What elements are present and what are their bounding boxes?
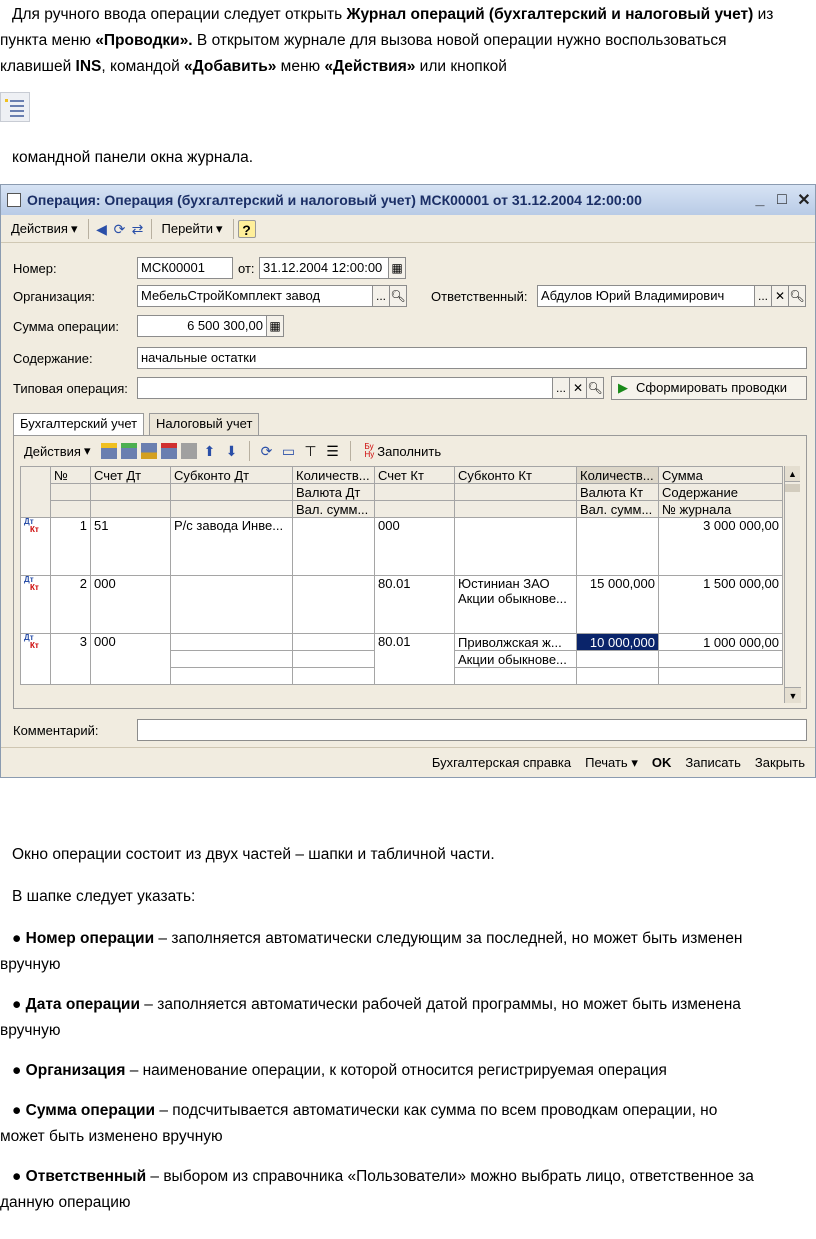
intro-line-1: Для ручного ввода операции следует открыть Журнал операций (бухгалтерский и налоговый учет) из	[12, 6, 774, 23]
eraser-icon[interactable]: ▭	[281, 443, 296, 459]
dtkt-label-dt: Дт	[24, 633, 34, 642]
responsible-field[interactable]: Абдулов Юрий Владимирович	[537, 285, 755, 307]
add-row-icon[interactable]	[101, 443, 117, 459]
table-header-cell[interactable]: Субконто Дт	[171, 467, 293, 484]
table-header-row	[21, 501, 783, 518]
cell-acc-dt[interactable]: 000	[91, 634, 171, 685]
copy-row-icon[interactable]	[121, 443, 137, 459]
document-link-icon[interactable]: ⇄	[131, 220, 144, 237]
chevron-down-icon: ▾	[216, 220, 223, 236]
intro-line-4: командной панели окна журнала.	[12, 149, 254, 166]
intro-line-2: пункта меню «Проводки». В открытом журнале для вызова новой операции нужно воспользоваться	[0, 32, 727, 49]
table-header-cell[interactable]: Субконто Кт	[455, 467, 577, 484]
table-header-cell[interactable]: Количеств...	[577, 467, 659, 484]
dtkt-label-kt: Кт	[30, 525, 39, 534]
edit-row-icon[interactable]	[141, 443, 157, 459]
list-item-line: ● Дата операции – заполняется автоматически рабочей датой программы, но может быть изменена	[12, 996, 741, 1013]
table-header-cell	[375, 484, 455, 501]
toolbar-separator	[350, 441, 351, 461]
organization-label: Организация:	[13, 289, 96, 304]
table-header-cell[interactable]: Количеств...	[293, 467, 375, 484]
generate-entries-label: Сформировать проводки	[636, 380, 787, 395]
dtkt-label-dt: Дт	[24, 575, 34, 584]
dtkt-label-dt: Дт	[24, 517, 34, 526]
table-header-cell	[171, 501, 293, 518]
typical-operation-field[interactable]	[137, 377, 553, 399]
list-item-line: ● Сумма операции – подсчитывается автоматически как сумма по всем проводкам операции, но	[12, 1102, 718, 1119]
operation-window	[0, 184, 816, 778]
chevron-down-icon: ▾	[631, 754, 638, 770]
list-item	[0, 992, 816, 1044]
chevron-down-icon: ▾	[83, 443, 91, 458]
clear-icon[interactable]: ✕	[569, 377, 587, 399]
help-icon[interactable]: ?	[238, 220, 256, 238]
table-header-cell[interactable]: Счет Дт	[91, 467, 171, 484]
body-text	[0, 842, 816, 1216]
goto-menu-label: Перейти	[161, 221, 214, 236]
actions-menu-button[interactable]	[5, 219, 84, 239]
typical-select-button[interactable]: ...	[552, 377, 570, 399]
scroll-up-icon[interactable]: ▲	[785, 466, 800, 482]
cell-qty-dt[interactable]	[293, 576, 375, 634]
cell-sub-kt[interactable]: Приволжская ж...	[455, 634, 577, 651]
table-header-cell	[91, 501, 171, 518]
cell-content[interactable]	[659, 651, 783, 668]
fill-button[interactable]	[359, 441, 448, 461]
list-item-cont: вручную	[0, 956, 61, 973]
cell-acc-kt[interactable]: 80.01	[375, 634, 455, 685]
generate-entries-button[interactable]	[611, 376, 807, 400]
date-field[interactable]: 31.12.2004 12:00:00	[259, 257, 389, 279]
list-item-line: ● Ответственный – выбором из справочника «Пользователи» можно выбрать лицо, ответственное за	[12, 1168, 754, 1185]
clear-icon[interactable]: ✕	[771, 285, 789, 307]
table-header-cell[interactable]: Валюта Кт	[577, 484, 659, 501]
list-item-line: ● Номер операции – заполняется автоматически следующим за последней, но может быть изменен	[12, 930, 743, 947]
cell-acc-kt[interactable]: 000	[375, 518, 455, 576]
intro-text-cont	[0, 145, 816, 171]
cell-qty-kt[interactable]	[577, 651, 659, 668]
table-header-cell	[51, 501, 91, 518]
scroll-down-icon[interactable]: ▼	[785, 687, 801, 703]
organization-field[interactable]: МебельСтройКомплект завод	[137, 285, 373, 307]
intro-line-3: клавишей INS, командой «Добавить» меню «Действия» или кнопкой	[0, 58, 507, 75]
scroll-thumb[interactable]	[785, 484, 800, 492]
intro-text	[0, 2, 816, 80]
dtkt-icon	[21, 518, 51, 576]
dtkt-label-kt: Кт	[30, 641, 39, 650]
minimize-button[interactable]: _	[755, 191, 765, 208]
bottom-button-bar	[1, 747, 815, 777]
title-bar	[1, 185, 815, 215]
maximize-button[interactable]: □	[777, 191, 787, 208]
sum-field[interactable]: 6 500 300,00	[137, 315, 267, 337]
cell-no[interactable]: 1	[51, 518, 91, 576]
tab-panel	[13, 435, 807, 709]
table-header-cell	[91, 484, 171, 501]
cell-qty-kt[interactable]	[577, 518, 659, 576]
cell-sum[interactable]: 1 000 000,00	[659, 634, 783, 651]
table-header-cell[interactable]: Содержание	[659, 484, 783, 501]
save-button[interactable]: Записать	[685, 755, 741, 770]
table-header-cell[interactable]: Вал. сумм...	[577, 501, 659, 518]
cell-sub-kt-line: Юстиниан ЗАО	[458, 576, 550, 591]
list-item	[0, 1164, 816, 1216]
calculator-icon[interactable]: ▦	[266, 315, 284, 337]
cell-qty-kt-selected[interactable]: 10 000,000	[577, 634, 659, 651]
tab-tax[interactable]: Налоговый учет	[149, 413, 259, 435]
window-toolbar	[1, 215, 815, 243]
paragraph: В шапке следует указать:	[12, 888, 196, 905]
table-header-cell[interactable]: № журнала	[659, 501, 783, 518]
tab-accounting[interactable]: Бухгалтерский учет	[13, 413, 144, 435]
search-icon[interactable]: 🔍︎	[389, 285, 407, 307]
list-item-cont: данную операцию	[0, 1194, 131, 1211]
table-header-cell[interactable]: №	[51, 467, 91, 484]
accounting-reference-button[interactable]: Бухгалтерская справка	[431, 755, 572, 770]
fill-icon: Бу Ну	[364, 442, 375, 459]
table-header-cell	[21, 467, 51, 518]
add-operation-icon	[0, 92, 30, 122]
comment-field[interactable]	[137, 719, 807, 741]
cell-journal[interactable]	[659, 668, 783, 685]
cell-sub-kt[interactable]	[455, 576, 577, 634]
table-scrollbar[interactable]	[784, 466, 800, 703]
sum-label: Сумма операции:	[13, 319, 119, 334]
list-item	[0, 1058, 816, 1084]
number-label: Номер:	[13, 261, 57, 276]
typical-operation-label: Типовая операция:	[13, 381, 128, 396]
dtkt-icon	[21, 634, 51, 685]
list-item	[0, 1098, 816, 1150]
ok-button[interactable]: OK	[651, 755, 672, 770]
arrow-down-icon[interactable]: ⬇	[225, 443, 238, 459]
cell-qty-kt[interactable]: 15 000,000	[577, 576, 659, 634]
comment-label: Комментарий:	[13, 723, 99, 738]
dtkt-icon	[21, 576, 51, 634]
table-header-cell	[455, 501, 577, 518]
fill-label: Заполнить	[377, 443, 442, 459]
table-header-cell	[375, 501, 455, 518]
cell-no[interactable]: 3	[51, 634, 91, 685]
content-label: Содержание:	[13, 351, 93, 366]
from-label: от:	[238, 261, 255, 276]
cell-sub-dt[interactable]	[171, 576, 293, 634]
toolbar-separator	[249, 441, 250, 461]
cell-acc-dt[interactable]: 51	[91, 518, 171, 576]
cell-qty-dt[interactable]	[293, 651, 375, 668]
entries-table	[20, 466, 783, 685]
goto-menu-button[interactable]	[156, 219, 229, 239]
search-icon[interactable]: 🔍︎	[586, 377, 604, 399]
print-menu-button[interactable]	[579, 753, 644, 773]
cell-qty-kt[interactable]	[577, 668, 659, 685]
table-header-cell	[171, 484, 293, 501]
cell-qty-dt[interactable]	[293, 518, 375, 576]
table-header-cell[interactable]: Валюта Дт	[293, 484, 375, 501]
dtkt-label-kt: Кт	[30, 583, 39, 592]
number-field[interactable]: МСК00001	[137, 257, 233, 279]
cell-acc-dt[interactable]: 000	[91, 576, 171, 634]
table-header-cell[interactable]: Счет Кт	[375, 467, 455, 484]
actions-menu-label: Действия	[11, 221, 68, 236]
table-header-cell	[455, 484, 577, 501]
table-header-row	[21, 467, 783, 484]
document-icon	[7, 193, 21, 207]
list-item-line: ● Организация – наименование операции, к которой относится регистрируемая операция	[12, 1062, 667, 1079]
responsible-label: Ответственный:	[431, 289, 528, 304]
cell-sub-kt[interactable]: Акции обыкнове...	[455, 651, 577, 668]
table-header-cell	[51, 484, 91, 501]
cell-no[interactable]: 2	[51, 576, 91, 634]
list-item-cont: вручную	[0, 1022, 61, 1039]
list-item	[0, 926, 816, 978]
cell-sum[interactable]: 3 000 000,00	[659, 518, 783, 576]
cell-sub-kt-line: Акции обыкнове...	[458, 591, 567, 606]
table-actions-label: Действия	[24, 443, 81, 459]
list-icon[interactable]: ☰	[326, 443, 339, 459]
toolbar-separator	[88, 219, 89, 239]
delete-row-icon[interactable]	[161, 443, 177, 459]
cell-sub-kt[interactable]	[455, 518, 577, 576]
table-toolbar	[18, 440, 447, 462]
arrow-up-icon[interactable]: ⬆	[203, 443, 216, 459]
toolbar-separator	[151, 219, 152, 239]
toolbar-separator	[233, 219, 234, 239]
paragraph: Окно операции состоит из двух частей – шапки и табличной части.	[12, 846, 495, 863]
content-field[interactable]: начальные остатки	[137, 347, 807, 369]
arrow-left-icon[interactable]: ◀	[96, 220, 107, 237]
organization-select-button[interactable]: ...	[372, 285, 390, 307]
post-row-icon[interactable]	[181, 443, 197, 459]
cell-sub-dt[interactable]	[171, 634, 293, 651]
table-header-row	[21, 484, 783, 501]
refresh-icon[interactable]: ⟳	[260, 443, 273, 459]
close-button[interactable]: Закрыть	[754, 755, 805, 770]
cell-qty-dt[interactable]	[293, 634, 375, 651]
cell-sum[interactable]: 1 500 000,00	[659, 576, 783, 634]
cell-acc-kt[interactable]: 80.01	[375, 576, 455, 634]
calendar-icon[interactable]: ▦	[388, 257, 406, 279]
cell-sub-kt[interactable]	[455, 668, 577, 685]
play-icon: ▶	[618, 380, 628, 395]
responsible-select-button[interactable]: ...	[754, 285, 772, 307]
table-actions-menu-button[interactable]	[18, 441, 97, 461]
print-label: Печать	[585, 754, 628, 770]
window-title: Операция: Операция (бухгалтерский и налоговый учет) МСК00001 от 31.12.2004 12:00:00	[27, 192, 642, 208]
close-window-button[interactable]: ✕	[797, 192, 811, 209]
cell-sub-dt[interactable]	[171, 668, 293, 685]
cell-qty-dt[interactable]	[293, 668, 375, 685]
refresh-icon[interactable]: ⟳	[113, 220, 126, 237]
table-header-cell[interactable]: Вал. сумм...	[293, 501, 375, 518]
chevron-down-icon: ▾	[70, 220, 78, 236]
table-header-cell[interactable]: Сумма	[659, 467, 783, 484]
list-item-cont: может быть изменено вручную	[0, 1128, 223, 1145]
search-icon[interactable]: 🔍︎	[788, 285, 806, 307]
cell-sub-dt[interactable]: Р/с завода Инве...	[171, 518, 293, 576]
cell-sub-dt[interactable]	[171, 651, 293, 668]
table-row[interactable]	[21, 634, 783, 651]
filter-icon[interactable]: ⊤	[304, 443, 317, 459]
